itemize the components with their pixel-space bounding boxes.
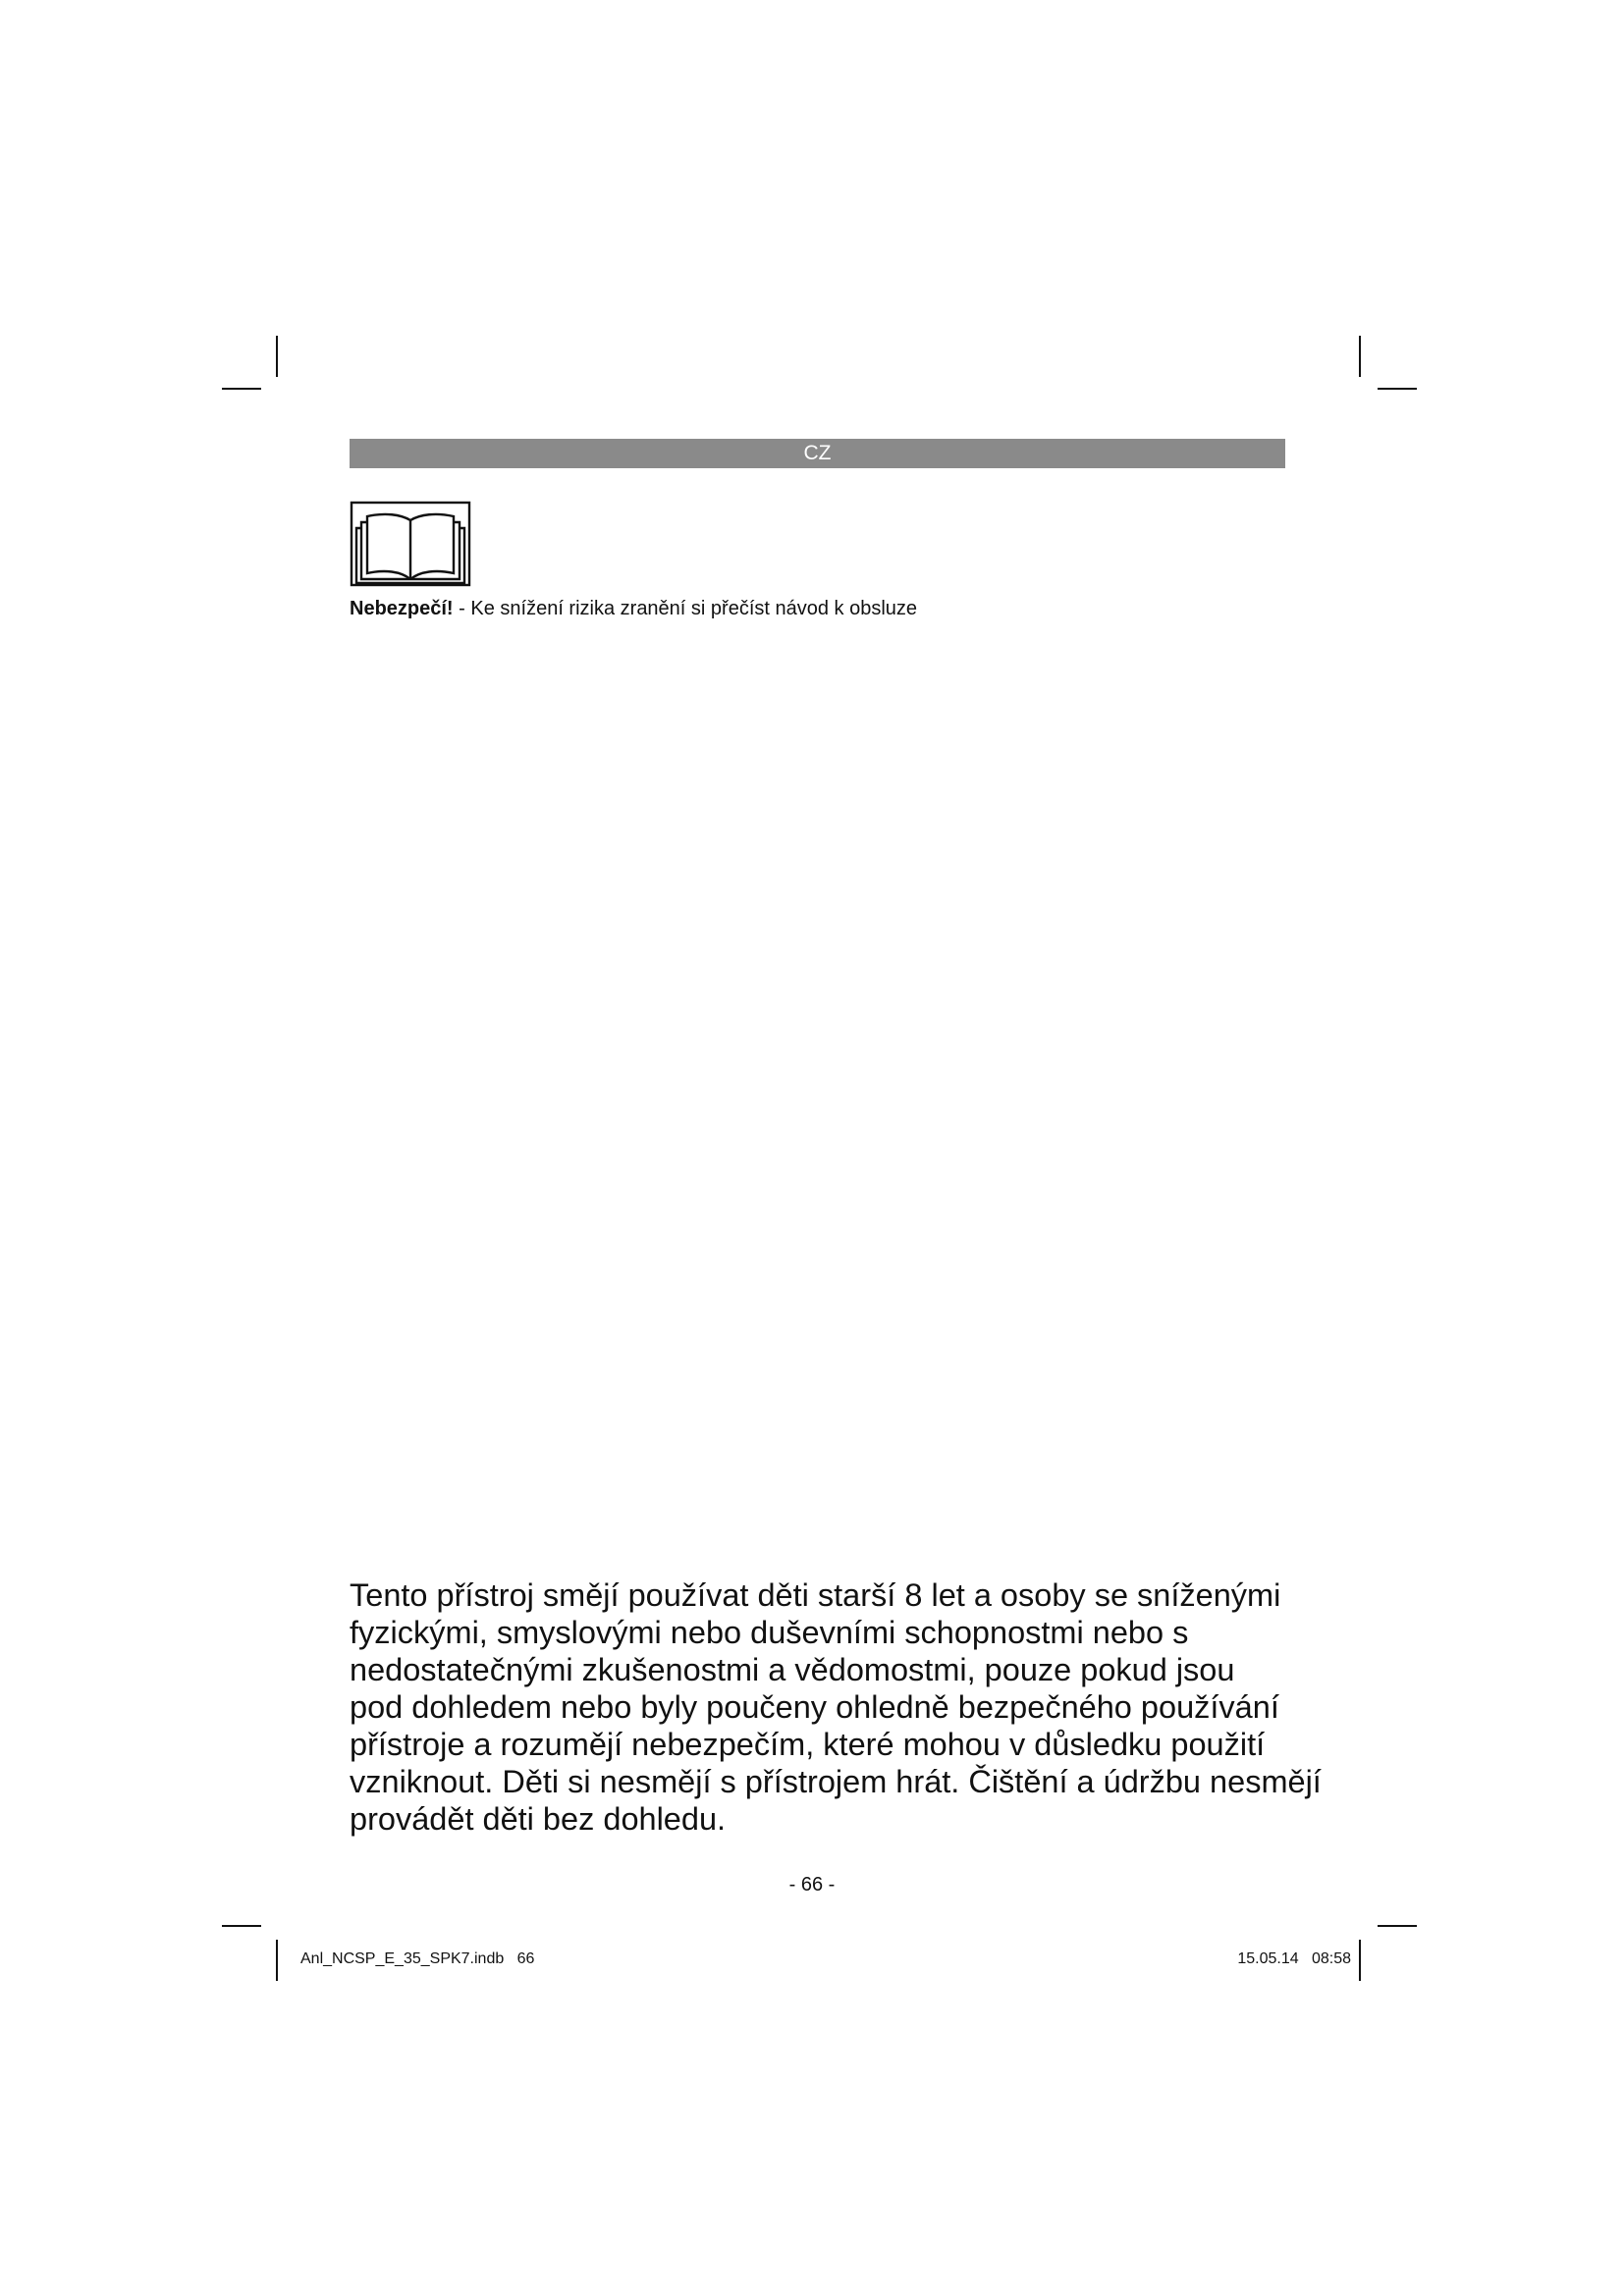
read-manual-book-icon bbox=[350, 501, 471, 587]
crop-mark-bottom-right-horizontal bbox=[1378, 1925, 1417, 1927]
page-number: - 66 - bbox=[788, 1874, 836, 1896]
print-file-info: Anl_NCSP_E_35_SPK7.indb 66 bbox=[300, 1950, 535, 1967]
crop-mark-bottom-left-horizontal bbox=[222, 1925, 261, 1927]
notice-line: přístroje a rozumějí nebezpečím, které mohou v důsledku použití bbox=[350, 1727, 1266, 1762]
notice-line: vzniknout. Děti si nesmějí s přístrojem hrát. Čištění a údržbu nesmějí bbox=[350, 1764, 1322, 1799]
notice-line: nedostatečnými zkušenostmi a vědomostmi, pouze pokud jsou bbox=[350, 1652, 1235, 1687]
print-date-info: 15.05.14 08:58 bbox=[1237, 1950, 1351, 1967]
crop-mark-bottom-right-vertical bbox=[1359, 1940, 1361, 1981]
language-code: CZ bbox=[803, 442, 832, 464]
notice-line: provádět děti bez dohledu. bbox=[350, 1801, 727, 1837]
notice-line: Tento přístroj smějí používat děti starší 8 let a osoby se sníženými bbox=[350, 1577, 1281, 1613]
crop-mark-top-right-vertical bbox=[1359, 336, 1361, 377]
crop-mark-top-right-horizontal bbox=[1378, 388, 1417, 390]
safety-notice bbox=[350, 1576, 1322, 1838]
notice-line: fyzickými, smyslovými nebo duševními schopnostmi nebo s bbox=[350, 1615, 1189, 1650]
notice-line: pod dohledem nebo byly poučeny ohledně bezpečného používání bbox=[350, 1689, 1279, 1725]
crop-mark-top-left-horizontal bbox=[222, 388, 261, 390]
crop-mark-bottom-left-vertical bbox=[276, 1940, 278, 1981]
warning-label: Nebezpečí! bbox=[350, 598, 454, 619]
warning-line bbox=[350, 596, 917, 621]
language-header-bar bbox=[350, 439, 1285, 468]
warning-text: - Ke snížení rizika zranění si přečíst návod k obsluze bbox=[453, 598, 918, 619]
crop-mark-top-left-vertical bbox=[276, 336, 278, 377]
